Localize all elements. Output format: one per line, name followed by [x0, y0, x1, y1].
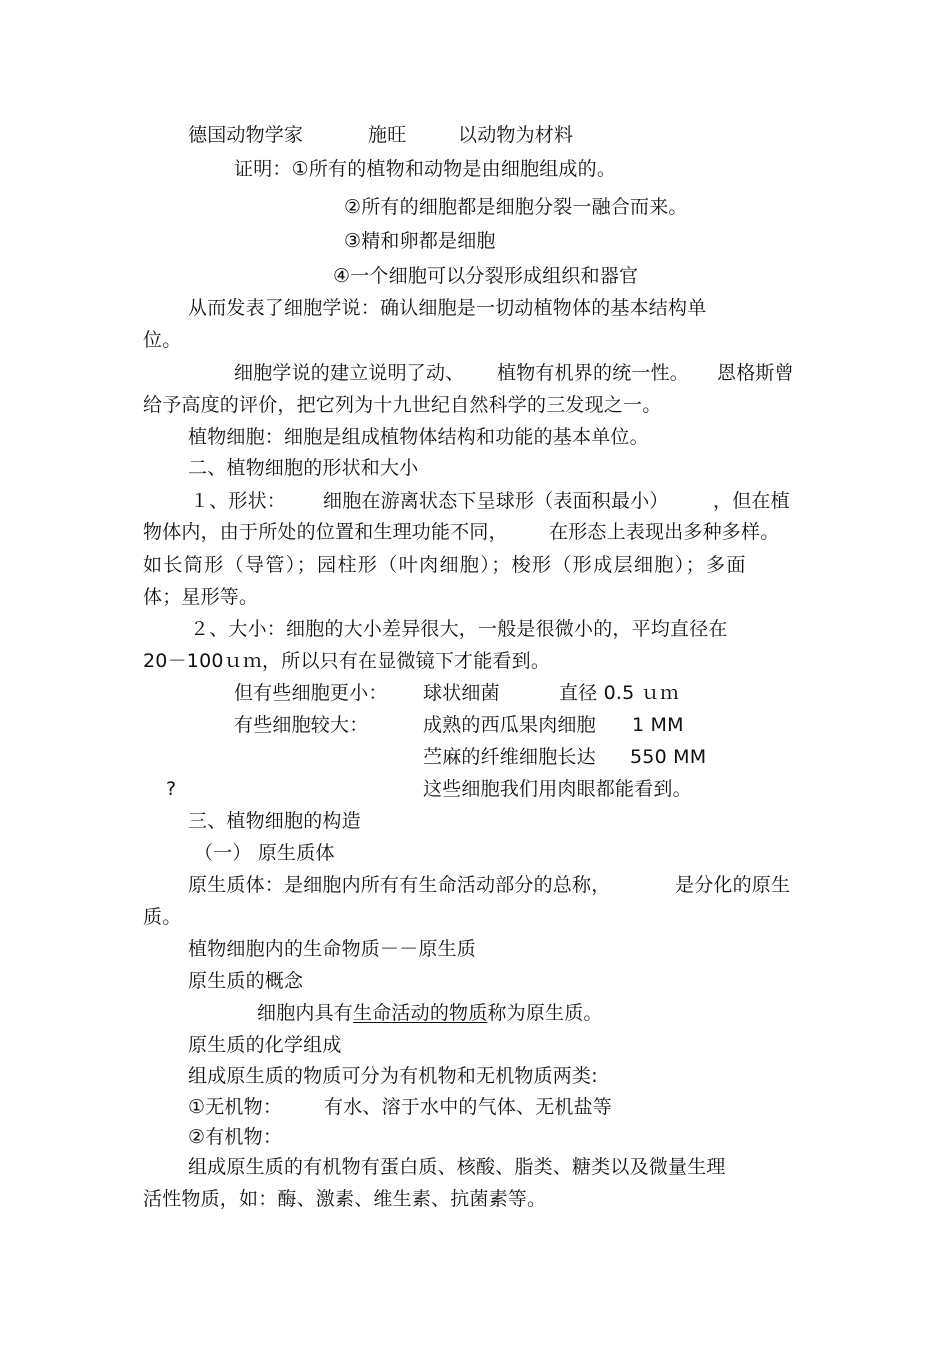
size-row: [423, 744, 707, 770]
text-segment: 植物有机界的统一性。: [497, 362, 690, 384]
text-segment: 德国动物学家: [188, 124, 304, 146]
paragraph-line: [188, 872, 791, 898]
paragraph-line: 20－100ｕｍ，所以只有在显微镜下才能看到。: [143, 650, 551, 672]
paragraph-line: 原生质的概念: [188, 970, 304, 992]
line-proof-2: ②所有的细胞都是细胞分裂一融合而来。: [344, 196, 688, 218]
text-segment: 有些细胞较大：: [234, 714, 369, 736]
size-row: [234, 680, 680, 706]
paragraph-line: 从而发表了细胞学说：确认细胞是一切动植物体的基本结构单: [188, 297, 707, 319]
text-segment: 是分化的原生: [675, 874, 791, 896]
section-heading: 二、植物细胞的形状和大小: [188, 457, 419, 479]
paragraph-line: 给予高度的评价，把它列为十九世纪自然科学的三发现之一。: [143, 394, 662, 416]
paragraph-line: ②有机物：: [188, 1126, 283, 1148]
paragraph-line: 活性物质，如：酶、激素、维生素、抗菌素等。: [143, 1188, 547, 1210]
paragraph-line: 组成原生质的有机物有蛋白质、核酸、脂类、糖类以及微量生理: [188, 1156, 726, 1178]
line-zoologist: [188, 122, 574, 148]
text-segment: 球状细菌: [423, 682, 500, 704]
text-segment: 直径 0.5 ｕｍ: [559, 682, 680, 704]
text-segment: 但有些细胞更小：: [234, 682, 388, 704]
text-segment: 细胞学说的建立说明了动、: [234, 362, 465, 384]
text-segment: 1 MM: [632, 714, 684, 736]
text-segment: １、形状：: [190, 490, 287, 512]
paragraph-line: 植物细胞：细胞是组成植物体结构和功能的基本单位。: [188, 426, 649, 448]
line-proof-1: 证明：①所有的植物和动物是由细胞组成的。: [234, 158, 617, 180]
paragraph-line: 组成原生质的物质可分为有机物和无机物质两类:: [188, 1065, 598, 1087]
text-segment: 苎麻的纤维细胞长达: [423, 746, 596, 768]
text-segment: ?: [166, 778, 177, 800]
text-segment: 有水、溶于水中的气体、无机盐等: [324, 1096, 613, 1118]
paragraph-line: [143, 519, 780, 545]
text-segment: 恩格斯曾: [717, 362, 794, 384]
paragraph-line: 如长筒形（导管）；园柱形（叶肉细胞）；梭形（形成层细胞）；多面: [143, 554, 747, 576]
size-row: [166, 776, 692, 802]
text-segment: 在形态上表现出多种多样。: [549, 521, 780, 543]
paragraph-line: 原生质的化学组成: [188, 1034, 342, 1056]
paragraph-line: [188, 1094, 613, 1120]
paragraph-line: 体；星形等。: [143, 586, 259, 608]
text-segment: 550 MM: [630, 746, 707, 768]
paragraph-line: [190, 488, 790, 514]
section-heading: 三、植物细胞的构造: [188, 810, 361, 832]
text-segment: 细胞内具有: [257, 1002, 354, 1024]
line-proof-3: ③精和卵都是细胞: [344, 230, 496, 252]
paragraph-line: ２、大小：细胞的大小差异很大，一般是很微小的，平均直径在: [190, 618, 728, 640]
text-segment: 称为原生质。: [487, 1002, 603, 1024]
paragraph-line: [257, 1000, 603, 1026]
underlined-term: 生命活动的物质: [353, 1002, 488, 1024]
text-segment: 成熟的西瓜果肉细胞: [423, 714, 596, 736]
text-segment: ①无机物：: [188, 1096, 283, 1118]
text-segment: 施旺: [368, 124, 407, 146]
paragraph-line: 质。: [143, 906, 182, 928]
subsection-heading: （一） 原生质体: [194, 842, 335, 864]
text-segment: ，但在植: [713, 490, 790, 512]
paragraph-line: 植物细胞内的生命物质－－原生质: [188, 938, 477, 960]
line-proof-4: ④一个细胞可以分裂形成组织和器官: [333, 265, 639, 287]
paragraph-line: [234, 360, 794, 386]
text-segment: 物体内，由于所处的位置和生理功能不同，: [143, 521, 508, 543]
text-segment: 以动物为材料: [458, 124, 574, 146]
size-row: [234, 712, 684, 738]
text-segment: 原生质体：是细胞内所有有生命活动部分的总称，: [188, 874, 611, 896]
text-segment: 这些细胞我们用肉眼都能看到。: [423, 778, 692, 800]
paragraph-line: 位。: [143, 329, 182, 351]
text-segment: 细胞在游离状态下呈球形（表面积最小）: [323, 490, 669, 512]
